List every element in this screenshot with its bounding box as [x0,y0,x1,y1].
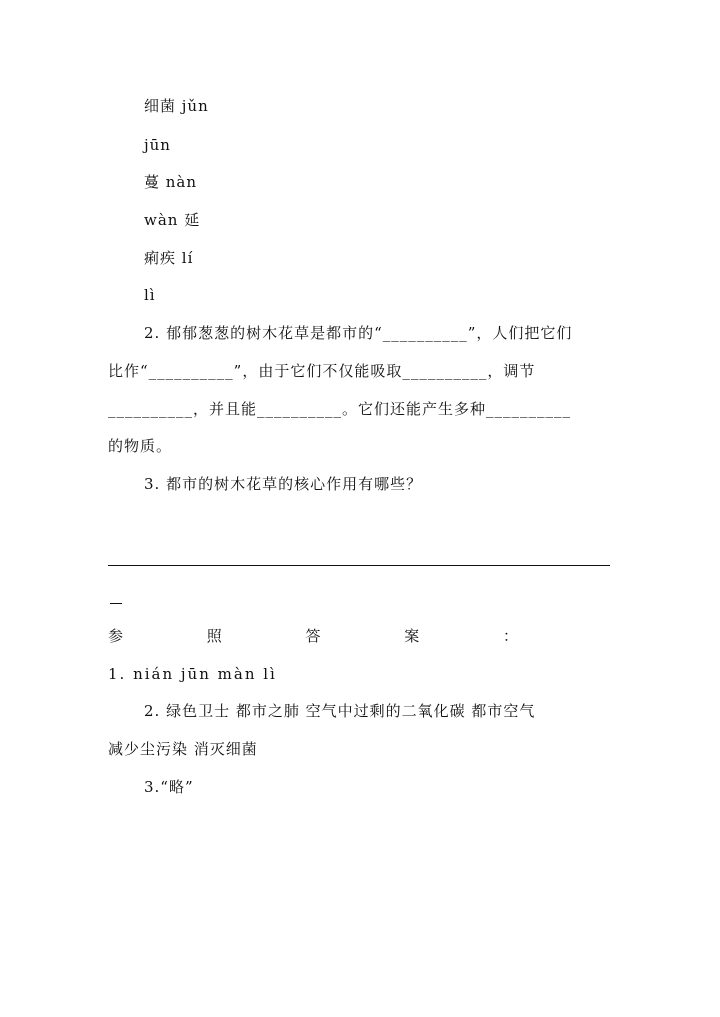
heading-char-5: ： [502,627,518,645]
answer-line-tail [110,603,122,604]
heading-char-4: 案 [404,627,420,645]
vocab-line-3: 蔓 nàn [144,173,198,191]
answers-heading [108,626,518,646]
answer-line [108,565,610,566]
heading-char-1: 参 [108,627,124,645]
question-2-line-4: 的物质。 [108,437,173,455]
answer-2-line-2: 减少尘污染 消灭细菌 [108,740,258,758]
answer-1: 1. nián jūn màn lì [108,665,277,683]
heading-char-3: 答 [305,627,321,645]
heading-char-2: 照 [206,627,222,645]
vocab-line-5: 痢疾 lí [144,249,194,267]
vocab-line-1: 细菌 jǔn [144,97,209,115]
question-2-line-2: 比作“__________”，由于它们不仅能吸取__________，调节 [108,362,536,380]
answer-2-line-1: 2. 绿色卫士 都市之肺 空气中过剩的二氧化碳 都市空气 [144,702,536,720]
question-3: 3. 都市的树木花草的核心作用有哪些？ [144,475,423,493]
vocab-line-4: wàn 延 [144,211,201,229]
vocab-line-6: lì [144,286,156,304]
vocab-line-2: jūn [144,136,171,154]
answer-3: 3.“略” [144,778,194,796]
question-2-line-1: 2. 郁郁葱葱的树木花草是都市的“__________”，人们把它们 [144,324,573,342]
question-2-line-3: __________，并且能__________。它们还能产生多种__________ [108,400,572,418]
